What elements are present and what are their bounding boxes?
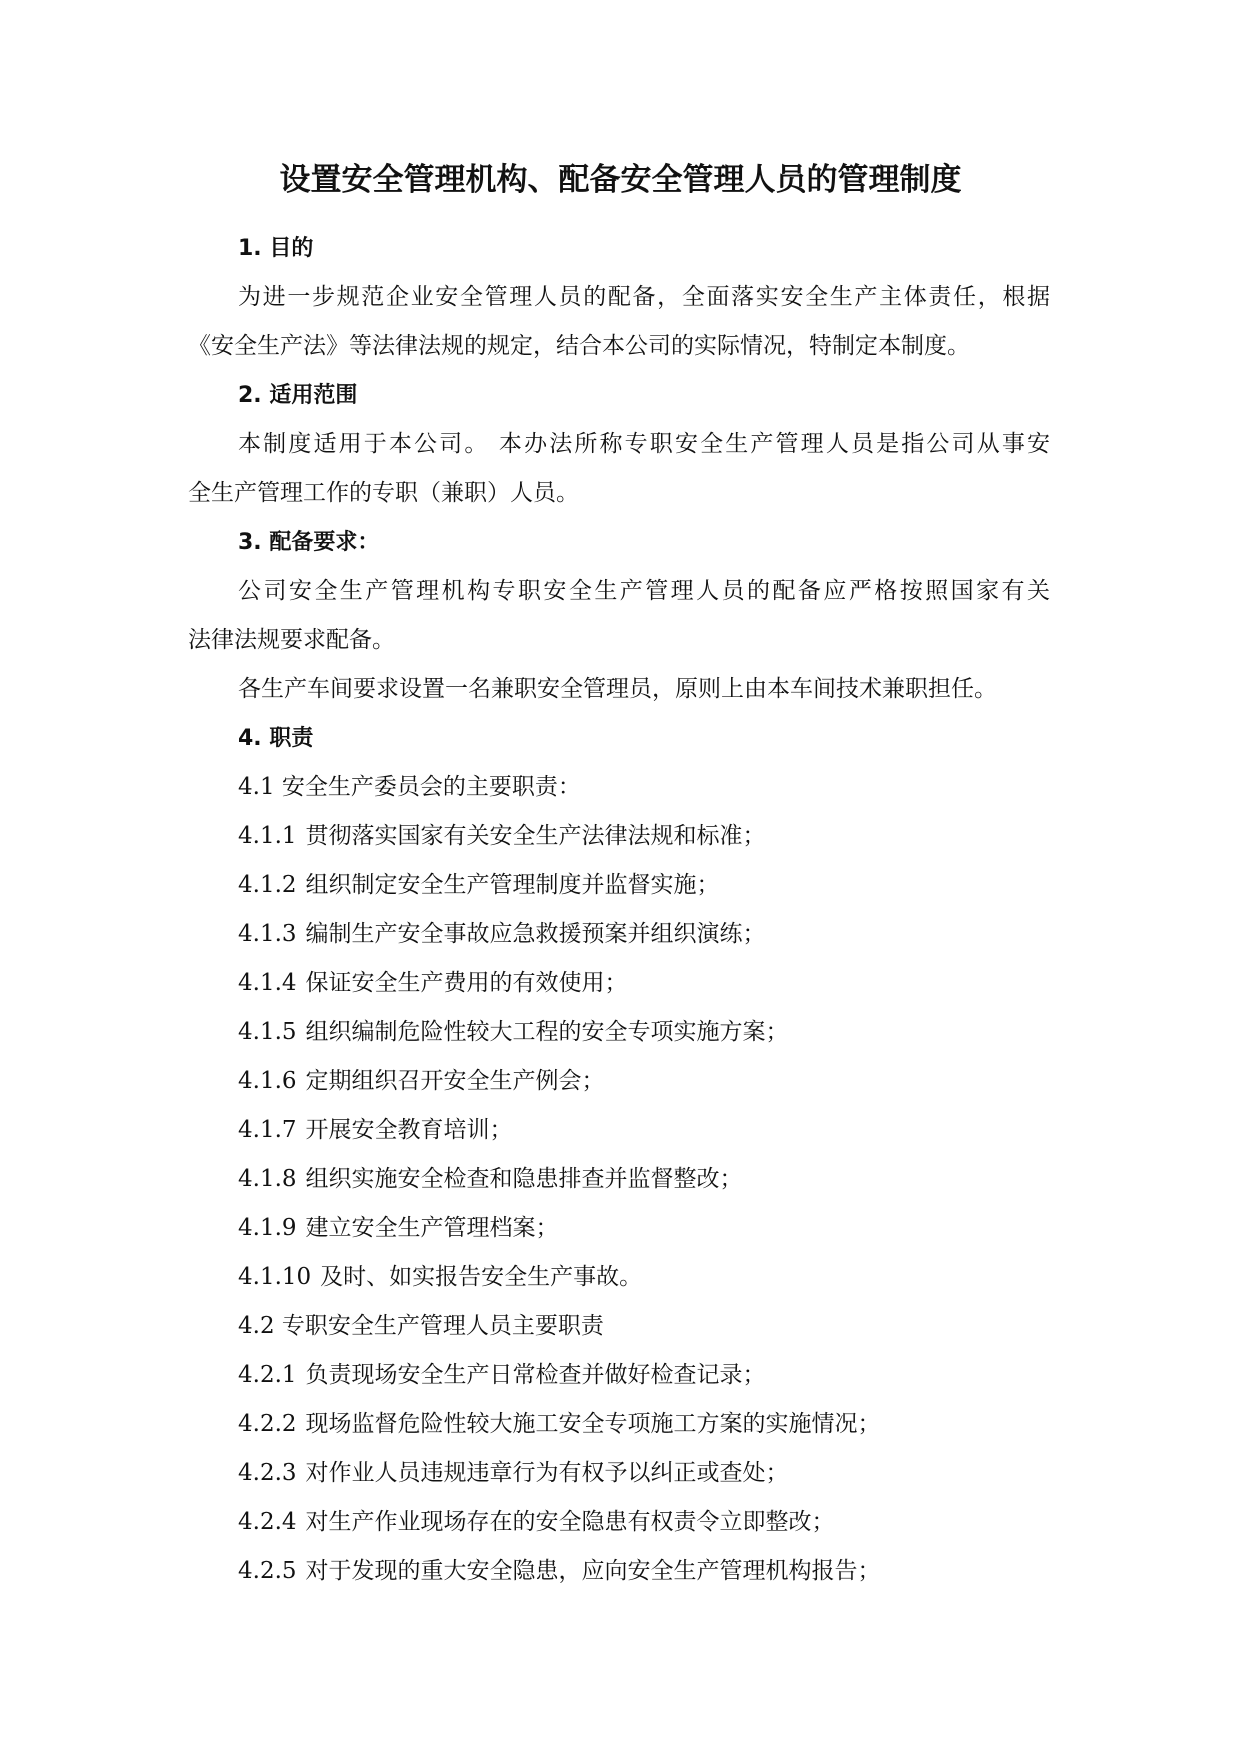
- paragraph-line: 法律法规要求配备。: [188, 627, 395, 653]
- item-number: 4.1.10: [238, 1264, 312, 1290]
- list-item: [188, 1204, 1050, 1253]
- list-item: [188, 812, 1050, 861]
- list-item: [188, 1008, 1050, 1057]
- list-item: [188, 1155, 1050, 1204]
- item-number: 4.2.4: [238, 1509, 297, 1535]
- item-number: 4.1.3: [238, 921, 297, 947]
- list-item: [188, 1057, 1050, 1106]
- item-number: 4.2.3: [238, 1460, 297, 1486]
- item-number: 4.1.9: [238, 1215, 297, 1241]
- subsection-heading-full-time: 4.2 专职安全生产管理人员主要职责: [238, 1313, 604, 1339]
- list-item: [188, 910, 1050, 959]
- paragraph-line: 为进一步规范企业安全管理人员的配备，全面落实安全生产主体责任，根据: [238, 284, 1050, 310]
- item-number: 4.1.2: [238, 872, 297, 898]
- list-item: [188, 1253, 1050, 1302]
- item-text: 定期组织召开安全生产例会；: [305, 1068, 605, 1094]
- item-number: 4.1.1: [238, 823, 297, 849]
- item-number: 4.1.8: [238, 1166, 297, 1192]
- section-heading-duties: 4. 职责: [238, 726, 314, 751]
- item-text: 负责现场安全生产日常检查并做好检查记录；: [305, 1362, 766, 1388]
- list-item: [188, 1351, 1050, 1400]
- full-time-duty-list: [188, 1351, 1050, 1596]
- item-text: 组织制定安全生产管理制度并监督实施；: [305, 872, 720, 898]
- item-number: 4.1.4: [238, 970, 297, 996]
- item-text: 建立安全生产管理档案；: [305, 1215, 559, 1241]
- item-number: 4.1.6: [238, 1068, 297, 1094]
- item-text: 开展安全教育培训；: [305, 1117, 513, 1143]
- item-text: 编制生产安全事故应急救援预案并组织演练；: [305, 921, 766, 947]
- item-text: 对生产作业现场存在的安全隐患有权责令立即整改；: [305, 1509, 835, 1535]
- list-item: [188, 1449, 1050, 1498]
- item-text: 组织编制危险性较大工程的安全专项实施方案；: [305, 1019, 789, 1045]
- committee-duty-list: [188, 812, 1050, 1302]
- paragraph-line: 本制度适用于本公司。 本办法所称专职安全生产管理人员是指公司从事安: [238, 431, 1050, 457]
- list-item: [188, 1498, 1050, 1547]
- item-text: 现场监督危险性较大施工安全专项施工方案的实施情况；: [305, 1411, 881, 1437]
- item-number: 4.2.5: [238, 1558, 297, 1584]
- section-heading-requirements: 3. 配备要求：: [238, 530, 380, 555]
- paragraph-line: 全生产管理工作的专职（兼职）人员。: [188, 480, 579, 506]
- item-text: 对作业人员违规违章行为有权予以纠正或查处；: [305, 1460, 789, 1486]
- item-text: 对于发现的重大安全隐患，应向安全生产管理机构报告；: [305, 1558, 881, 1584]
- item-number: 4.2.2: [238, 1411, 297, 1437]
- item-text: 保证安全生产费用的有效使用；: [305, 970, 628, 996]
- item-text: 组织实施安全检查和隐患排查并监督整改；: [305, 1166, 743, 1192]
- item-text: 及时、如实报告安全生产事故。: [320, 1264, 643, 1290]
- list-item: [188, 1400, 1050, 1449]
- section-heading-purpose: 1. 目的: [238, 236, 314, 261]
- list-item: [188, 1106, 1050, 1155]
- section-heading-scope: 2. 适用范围: [238, 383, 358, 408]
- list-item: [188, 861, 1050, 910]
- document-body: [188, 224, 1050, 1596]
- item-number: 4.1.7: [238, 1117, 297, 1143]
- paragraph-line: 公司安全生产管理机构专职安全生产管理人员的配备应严格按照国家有关: [238, 578, 1050, 604]
- item-number: 4.2.1: [238, 1362, 297, 1388]
- page-title: 设置安全管理机构、配备安全管理人员的管理制度: [279, 162, 962, 198]
- subsection-heading-committee: 4.1 安全生产委员会的主要职责：: [238, 774, 581, 800]
- list-item: [188, 959, 1050, 1008]
- paragraph-line: 各生产车间要求设置一名兼职安全管理员，原则上由本车间技术兼职担任。: [238, 676, 997, 702]
- paragraph-line: 《安全生产法》等法律法规的规定，结合本公司的实际情况，特制定本制度。: [188, 333, 970, 359]
- item-text: 贯彻落实国家有关安全生产法律法规和标准；: [305, 823, 766, 849]
- item-number: 4.1.5: [238, 1019, 297, 1045]
- list-item: [188, 1547, 1050, 1596]
